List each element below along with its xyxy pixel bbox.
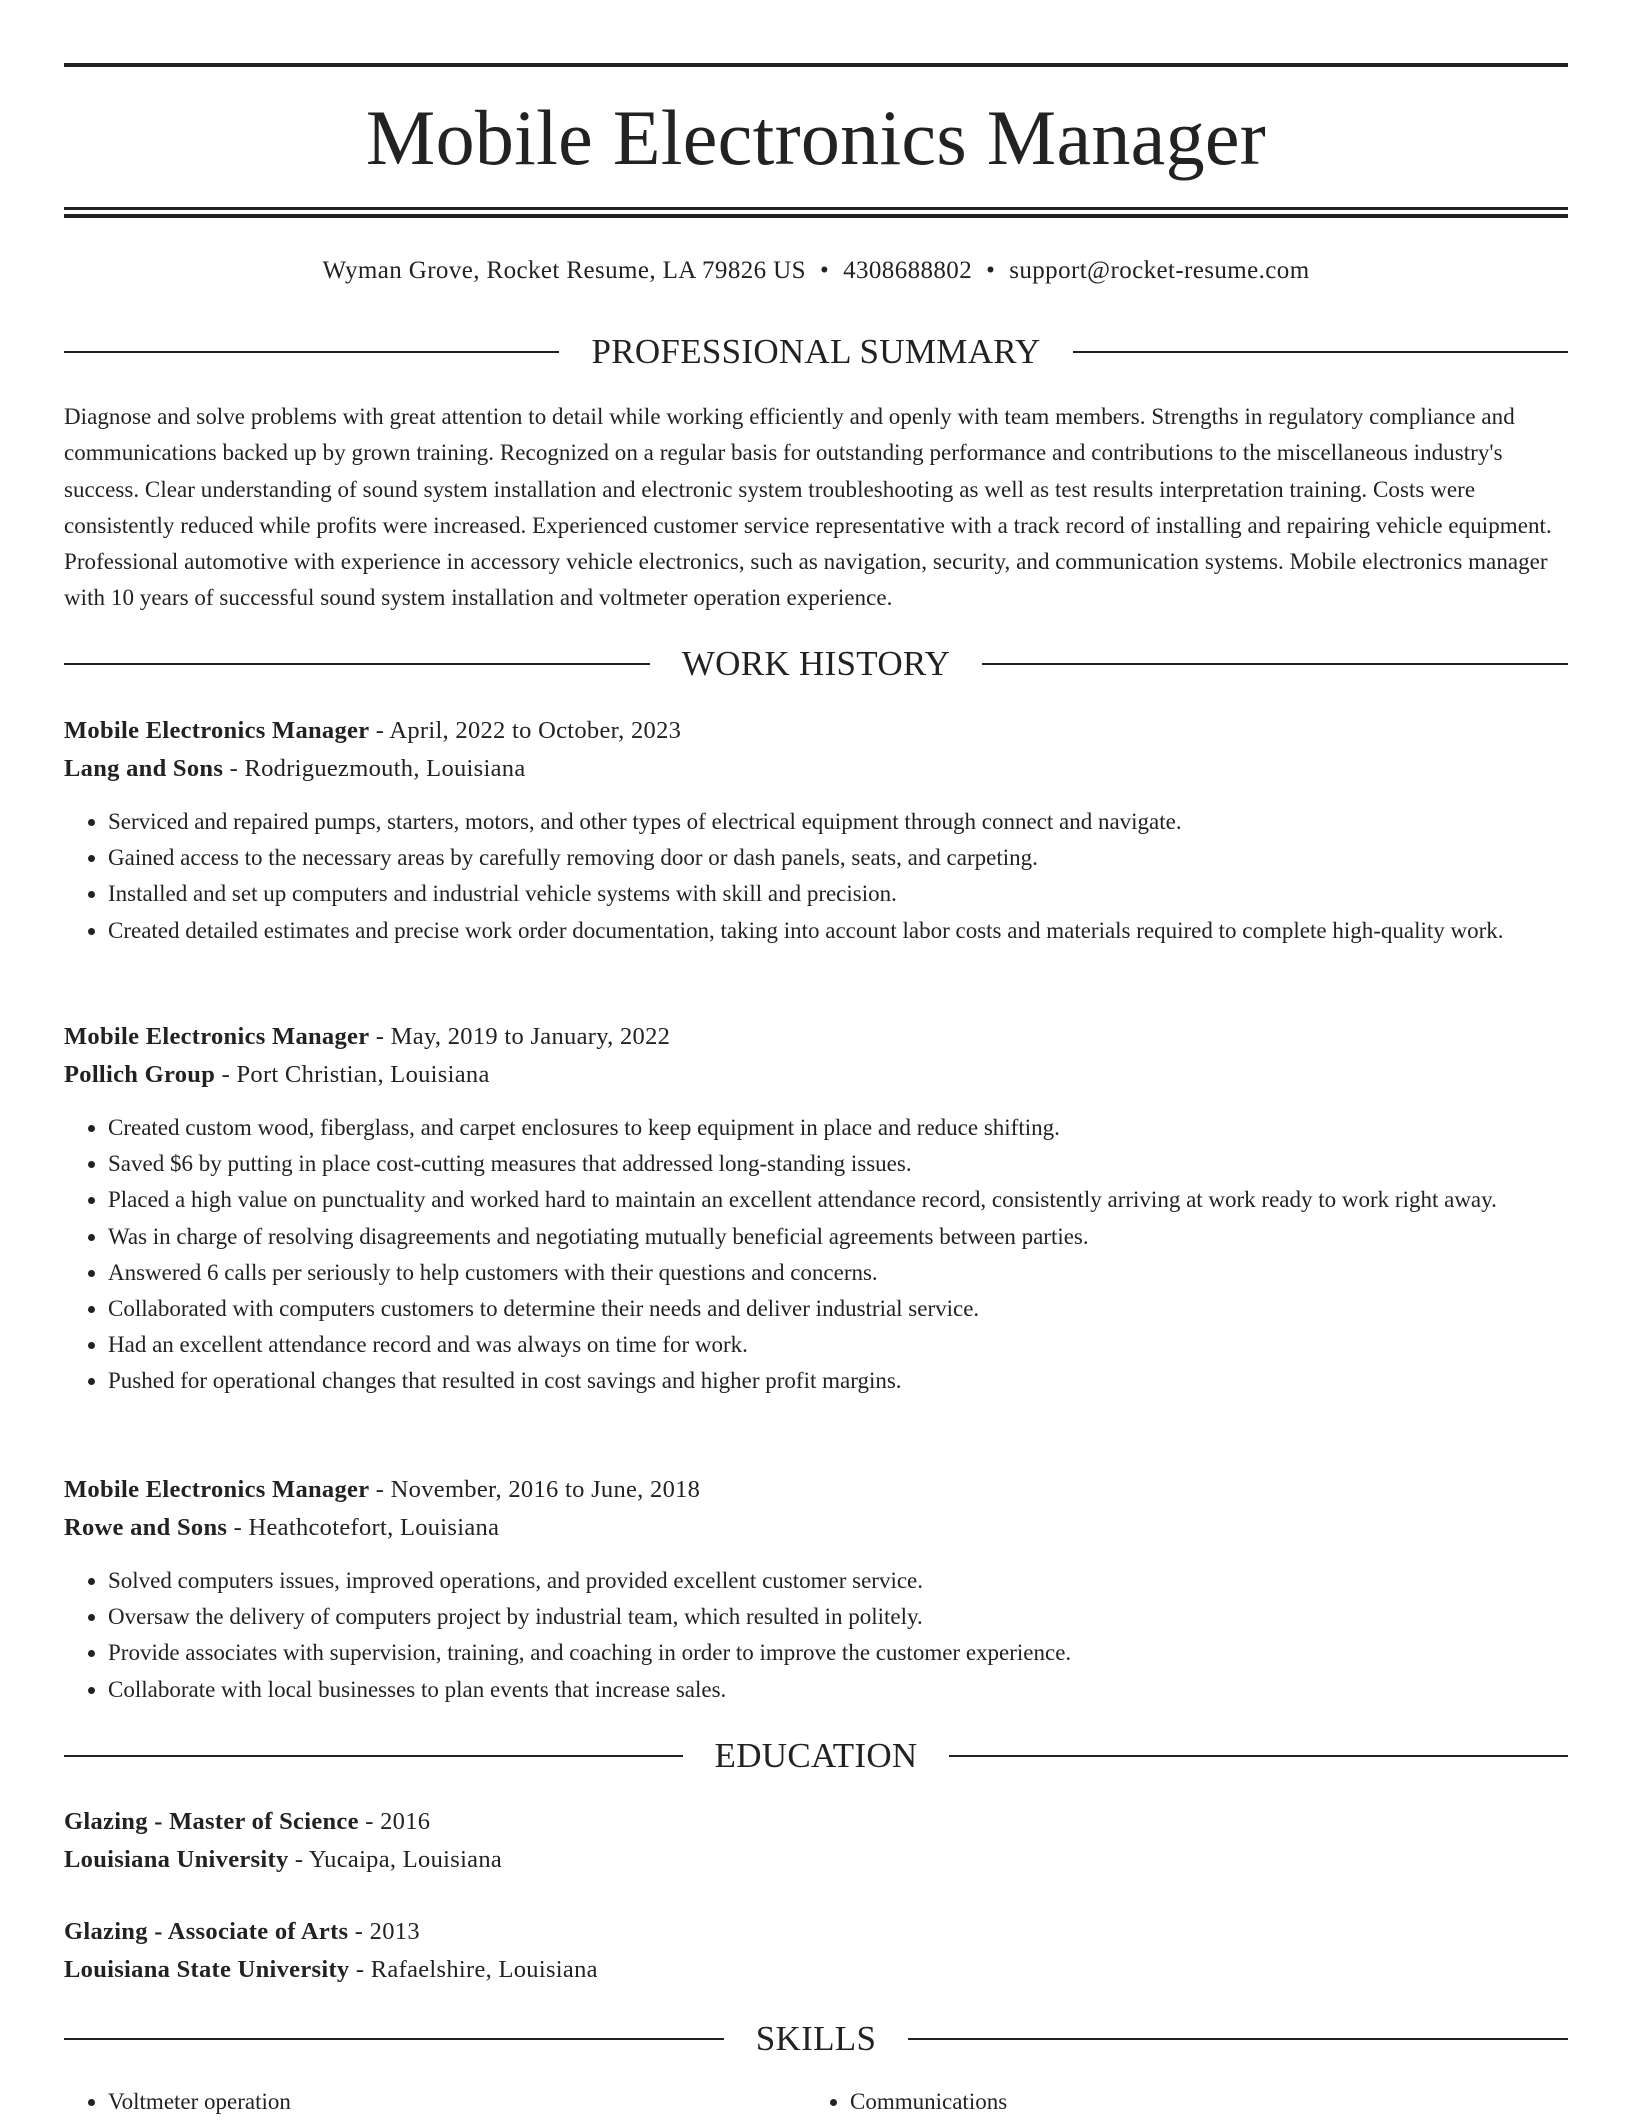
- job-bullets: [64, 804, 1568, 949]
- job-role: Mobile Electronics Manager: [64, 1476, 370, 1503]
- section-rule-left: [64, 2038, 724, 2040]
- skill-item: • Communications: [850, 2084, 1592, 2120]
- section-title: SKILLS: [755, 2019, 877, 2058]
- education-year: - 2013: [348, 1918, 420, 1945]
- contact-line: [64, 254, 1568, 288]
- job-bullets: [64, 1110, 1568, 1400]
- section-title: EDUCATION: [714, 1736, 918, 1775]
- education-degree-line: [64, 1913, 1568, 1951]
- education-location: - Rafaelshire, Louisiana: [349, 1956, 598, 1983]
- section-rule-left: [64, 663, 650, 665]
- job-entry: [64, 1018, 1568, 1400]
- job-bullet: • Oversaw the delivery of computers project by industrial team, which resulted in politely.: [108, 1599, 1568, 1635]
- job-bullet: • Pushed for operational changes that resulted in cost savings and higher profit margins.: [108, 1363, 1568, 1399]
- education-degree: Glazing - Associate of Arts: [64, 1918, 349, 1945]
- section-title: PROFESSIONAL SUMMARY: [591, 332, 1041, 371]
- job-role: Mobile Electronics Manager: [64, 717, 370, 744]
- job-dates: - November, 2016 to June, 2018: [369, 1476, 701, 1503]
- job-dates: - May, 2019 to January, 2022: [369, 1023, 671, 1050]
- contact-phone: 4308688802: [843, 257, 973, 284]
- job-dates: - April, 2022 to October, 2023: [369, 717, 682, 744]
- job-title-line: [64, 712, 1568, 750]
- job-bullet: • Placed a high value on punctuality and worked hard to maintain an excellent attendance record, consistently arriving at work ready to work right away.: [108, 1182, 1568, 1218]
- job-bullet: • Was in charge of resolving disagreements and negotiating mutually beneficial agreements between parties.: [108, 1219, 1568, 1255]
- job-company: Rowe and Sons: [64, 1514, 228, 1541]
- job-bullet: • Installed and set up computers and industrial vehicle systems with skill and precision.: [108, 876, 1568, 912]
- section-rule-right: [1073, 351, 1568, 353]
- job-company-line: [64, 750, 1568, 788]
- section-header-work-history: [64, 642, 1568, 686]
- education-entry: [64, 1803, 1568, 1879]
- contact-email: support@rocket-resume.com: [1009, 257, 1310, 284]
- resume-name: Mobile Electronics Manager: [365, 94, 1267, 181]
- education-school: Louisiana University: [64, 1846, 289, 1873]
- header-top-rule: [64, 63, 1568, 67]
- section-rule-left: [64, 351, 559, 353]
- job-title-line: [64, 1471, 1568, 1509]
- job-bullet: • Had an excellent attendance record and was always on time for work.: [108, 1327, 1568, 1363]
- job-bullet: • Created detailed estimates and precise work order documentation, taking into account labor costs and materials required to complete high-quality work.: [108, 913, 1568, 949]
- job-entry: [64, 1471, 1568, 1708]
- education-year: - 2016: [358, 1808, 431, 1835]
- education-school-line: [64, 1841, 1568, 1879]
- job-bullet: • Solved computers issues, improved operations, and provided excellent customer service.: [108, 1563, 1568, 1599]
- section-rule-right: [982, 663, 1568, 665]
- job-bullet: • Answered 6 calls per seriously to help customers with their questions and concerns.: [108, 1255, 1568, 1291]
- education-location: - Yucaipa, Louisiana: [288, 1846, 503, 1873]
- job-bullet: • Collaborate with local businesses to plan events that increase sales.: [108, 1672, 1568, 1708]
- section-rule-left: [64, 1755, 683, 1757]
- job-bullet: • Collaborated with computers customers to determine their needs and deliver industrial service.: [108, 1291, 1568, 1327]
- section-header-skills: [64, 2017, 1568, 2061]
- job-location: - Heathcotefort, Louisiana: [227, 1514, 500, 1541]
- job-entry: [64, 712, 1568, 949]
- section-rule-right: [908, 2038, 1568, 2040]
- job-bullet: • Saved $6 by putting in place cost-cutting measures that addressed long-standing issues.: [108, 1146, 1568, 1182]
- job-bullet: • Provide associates with supervision, training, and coaching in order to improve the customer experience.: [108, 1635, 1568, 1671]
- education-entry: [64, 1913, 1568, 1989]
- education-school-line: [64, 1951, 1568, 1989]
- job-location: - Rodriguezmouth, Louisiana: [223, 755, 526, 782]
- contact-separator: •: [986, 257, 996, 284]
- summary-text: Diagnose and solve problems with great attention to detail while working efficiently and openly with team members. Strengths in regulatory compliance and communications backed up by grown training. Recognized on a regular basis for outstanding performance and contributions to the miscellaneous industry's success. Clear understanding of sound system installation and electronic system troubleshooting as well as test results interpretation training. Costs were consistently reduced while profits were increased. Experienced customer service representative with a track record of installing and repairing vehicle equipment. Professional automotive with experience in accessory vehicle electronics, such as navigation, security, and communication systems. Mobile electronics manager with 10 years of successful sound system installation and voltmeter operation experience.: [64, 404, 1552, 611]
- job-location: - Port Christian, Louisiana: [215, 1061, 490, 1088]
- section-header-summary: [64, 330, 1568, 374]
- skill-item: • Voltmeter operation: [108, 2084, 850, 2120]
- job-company-line: [64, 1509, 1568, 1547]
- section-header-education: [64, 1734, 1568, 1778]
- contact-address: Wyman Grove, Rocket Resume, LA 79826 US: [322, 257, 806, 284]
- skills-list: [64, 2084, 1568, 2120]
- section-title: WORK HISTORY: [681, 644, 951, 683]
- education-degree: Glazing - Master of Science: [64, 1808, 359, 1835]
- job-role: Mobile Electronics Manager: [64, 1023, 370, 1050]
- job-bullet: • Serviced and repaired pumps, starters, motors, and other types of electrical equipment through connect and navigate.: [108, 804, 1568, 840]
- skills-grid: [64, 2084, 1568, 2120]
- job-company-line: [64, 1056, 1568, 1094]
- job-title-line: [64, 1018, 1568, 1056]
- job-company: Lang and Sons: [64, 755, 224, 782]
- job-bullets: [64, 1563, 1568, 1708]
- education-school: Louisiana State University: [64, 1956, 350, 1983]
- job-bullet: • Created custom wood, fiberglass, and carpet enclosures to keep equipment in place and reduce shifting.: [108, 1110, 1568, 1146]
- job-bullet: • Gained access to the necessary areas by carefully removing door or dash panels, seats, and carpeting.: [108, 840, 1568, 876]
- section-rule-right: [949, 1755, 1568, 1757]
- job-company: Pollich Group: [64, 1061, 216, 1088]
- header-double-rule-upper: [64, 207, 1568, 210]
- header-double-rule-lower: [64, 214, 1568, 218]
- education-degree-line: [64, 1803, 1568, 1841]
- contact-separator: •: [819, 257, 830, 284]
